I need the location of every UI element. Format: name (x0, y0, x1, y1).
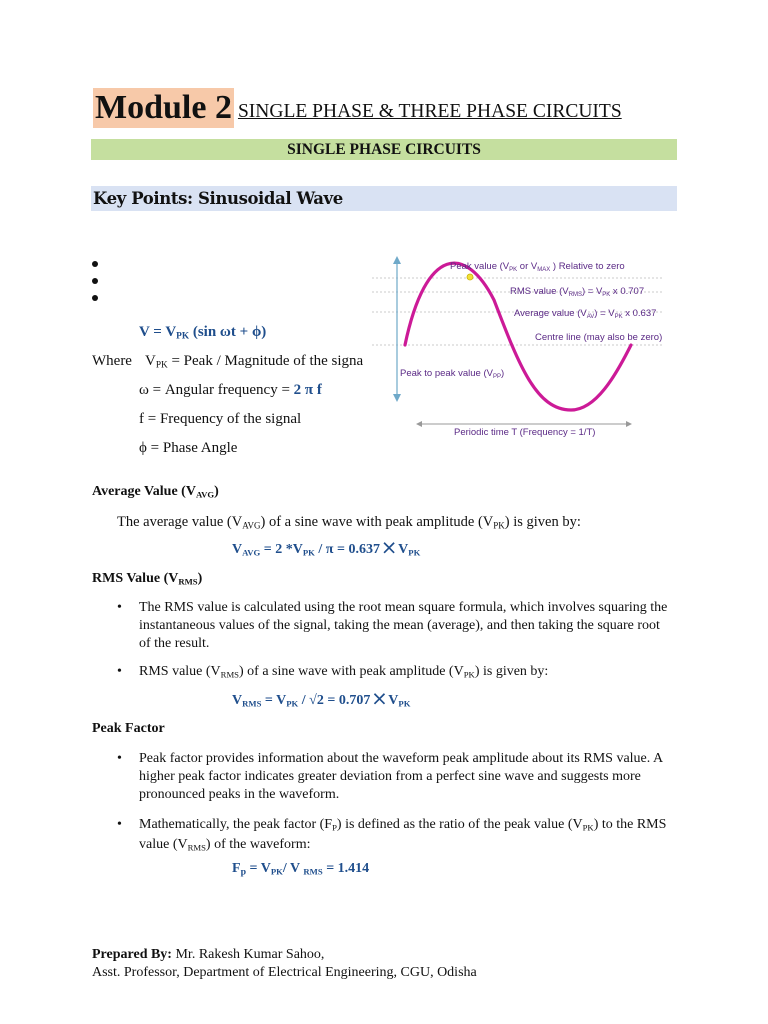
text-subscript: PK (463, 669, 475, 680)
average-formula (232, 542, 420, 558)
formula-part: = V (261, 693, 287, 708)
key-points-text: Key Points: Sinusoidal Wave (93, 189, 343, 208)
heading-part: ) (197, 571, 203, 586)
peak-factor-heading: Peak Factor (92, 721, 165, 736)
peak-factor-formula (232, 861, 369, 877)
definition-part: V (144, 353, 156, 369)
prepared-by-label: Prepared By: (92, 947, 172, 962)
average-heading (92, 484, 219, 500)
text-part: The average value (V (117, 514, 243, 530)
text-subscript: RMS (187, 842, 206, 853)
formula-part: = 2 *V (260, 542, 303, 557)
rms-formula (232, 693, 410, 709)
author-name: Mr. Rakesh Kumar Sahoo, (171, 947, 325, 962)
heading-subscript: AVG (195, 489, 215, 500)
formula-subscript: p (240, 866, 247, 878)
definition-phase: ϕ = Phase Angle (139, 440, 238, 456)
formula-subscript: PK (408, 547, 421, 558)
definition-subscript: PK (155, 360, 168, 371)
title-row (93, 86, 622, 128)
list-item: • The RMS value is calculated using the root mean square formula, which involves squaring the instantaneous values of the signal, taking the mean (average), and then taking the square root of the result. (117, 599, 675, 653)
definition-frequency: f = Frequency of the signal (139, 411, 302, 427)
formula-subscript: RMS (242, 698, 262, 709)
formula-part: = 1.414 (322, 861, 370, 876)
centre-line-label: Centre line (may also be zero) (535, 332, 663, 343)
text-subscript: PK (582, 822, 594, 833)
arrow-head-down (393, 394, 401, 402)
sinusoid-formula (139, 324, 266, 342)
bullet-dot (92, 261, 98, 267)
text-part: ) is given by: (474, 664, 549, 679)
peak-factor-bullet-list-2 (117, 816, 675, 857)
module-title: Module 2 (95, 89, 232, 126)
text-part: Mathematically, the peak factor (F (139, 817, 333, 832)
definition-part: = Peak / Magnitude of the signa (167, 353, 364, 369)
sine-wave-diagram (364, 250, 684, 445)
formula-part: (sin ωt + ϕ) (189, 324, 267, 340)
text-subscript: RMS (220, 669, 239, 680)
arrow-head-left (416, 421, 422, 427)
text-part: ) is given by: (504, 514, 581, 530)
text-subscript: AVG (242, 520, 261, 531)
omega-value: 2 π f (293, 382, 322, 398)
rms-heading (92, 571, 202, 587)
list-item (117, 816, 675, 857)
formula-subscript: PK (270, 866, 283, 877)
arrow-head-right (626, 421, 632, 427)
definition-part: ω = Angular frequency = (139, 382, 294, 398)
formula-subscript: PK (398, 698, 411, 709)
period-label: Periodic time T (Frequency = 1/T) (454, 427, 596, 438)
text-part: ) to the RMS value (V (139, 817, 667, 853)
text-subscript: P (332, 822, 337, 833)
footer (92, 946, 477, 982)
formula-subscript: PK (286, 698, 299, 709)
average-value-label: Average value $(V_{AV}) = V_{PK}$ x 0.637 (514, 308, 657, 320)
peak-marker (467, 274, 473, 280)
formula-subscript: AVG (242, 547, 261, 558)
section-banner-text: SINGLE PHASE CIRCUITS (287, 141, 481, 158)
text-part: ) of a sine wave with peak amplitude (V (260, 514, 494, 530)
peak-factor-bullet-list (117, 750, 675, 804)
text-part: ) is defined as the ratio of the peak value (V (336, 817, 583, 832)
module-subtitle: SINGLE PHASE & THREE PHASE CIRCUITS (237, 101, 622, 122)
bullet-dot (92, 278, 98, 284)
text-subscript: PK (493, 520, 505, 531)
arrow-head-up (393, 256, 401, 264)
definition-vpk (92, 353, 363, 371)
peak-to-peak-label: Peak to peak value $(V_{PP})$ (400, 368, 505, 380)
where-label: Where (92, 353, 132, 369)
formula-part: / π = 0.637 ⨉ V (314, 542, 409, 557)
formula-part: / √2 = 0.707 ⨉ V (298, 693, 399, 708)
rms-bullet-list (117, 599, 675, 653)
formula-subscript: PK (302, 547, 315, 558)
peak-value-label: Peak value ($V_{PK}$ or $V_{MAX}$ ) Relative to zero (450, 261, 625, 273)
prepared-by-line (92, 946, 477, 964)
average-description (117, 513, 581, 535)
heading-part: Average Value (V (92, 484, 196, 499)
bullet-dot (92, 295, 98, 301)
heading-subscript: RMS (178, 576, 198, 587)
text-part: ) of a sine wave with peak amplitude (V (239, 664, 464, 679)
formula-part: = V (246, 861, 271, 876)
affiliation-line: Asst. Professor, Department of Electrical Engineering, CGU, Odisha (92, 965, 477, 980)
formula-subscript: PK (176, 331, 190, 342)
heading-part: ) (214, 484, 219, 499)
rms-value-label: RMS value $(V_{RMS}) = V_{PK}$ x 0.707 (510, 286, 645, 298)
formula-part: V = V (139, 324, 177, 340)
formula-subscript: RMS (303, 866, 323, 877)
formula-part: / V (282, 861, 304, 876)
list-item: • Peak factor provides information about the waveform peak amplitude about its RMS value. A higher peak factor indicates greater deviation from a perfect sine wave and suggests more pronounced peaks in the waveform. (117, 750, 675, 804)
heading-part: RMS Value (V (92, 571, 179, 586)
section-banner (91, 139, 677, 160)
formula-part: V (232, 693, 243, 708)
text-part: ) of the waveform: (205, 837, 311, 853)
list-item (117, 663, 675, 683)
definition-omega (139, 382, 322, 399)
formula-part: V (232, 542, 243, 557)
formula-part: F (232, 861, 241, 876)
key-points-banner (91, 186, 677, 211)
text-part: RMS value (V (139, 664, 221, 679)
rms-bullet-list-2 (117, 663, 675, 683)
